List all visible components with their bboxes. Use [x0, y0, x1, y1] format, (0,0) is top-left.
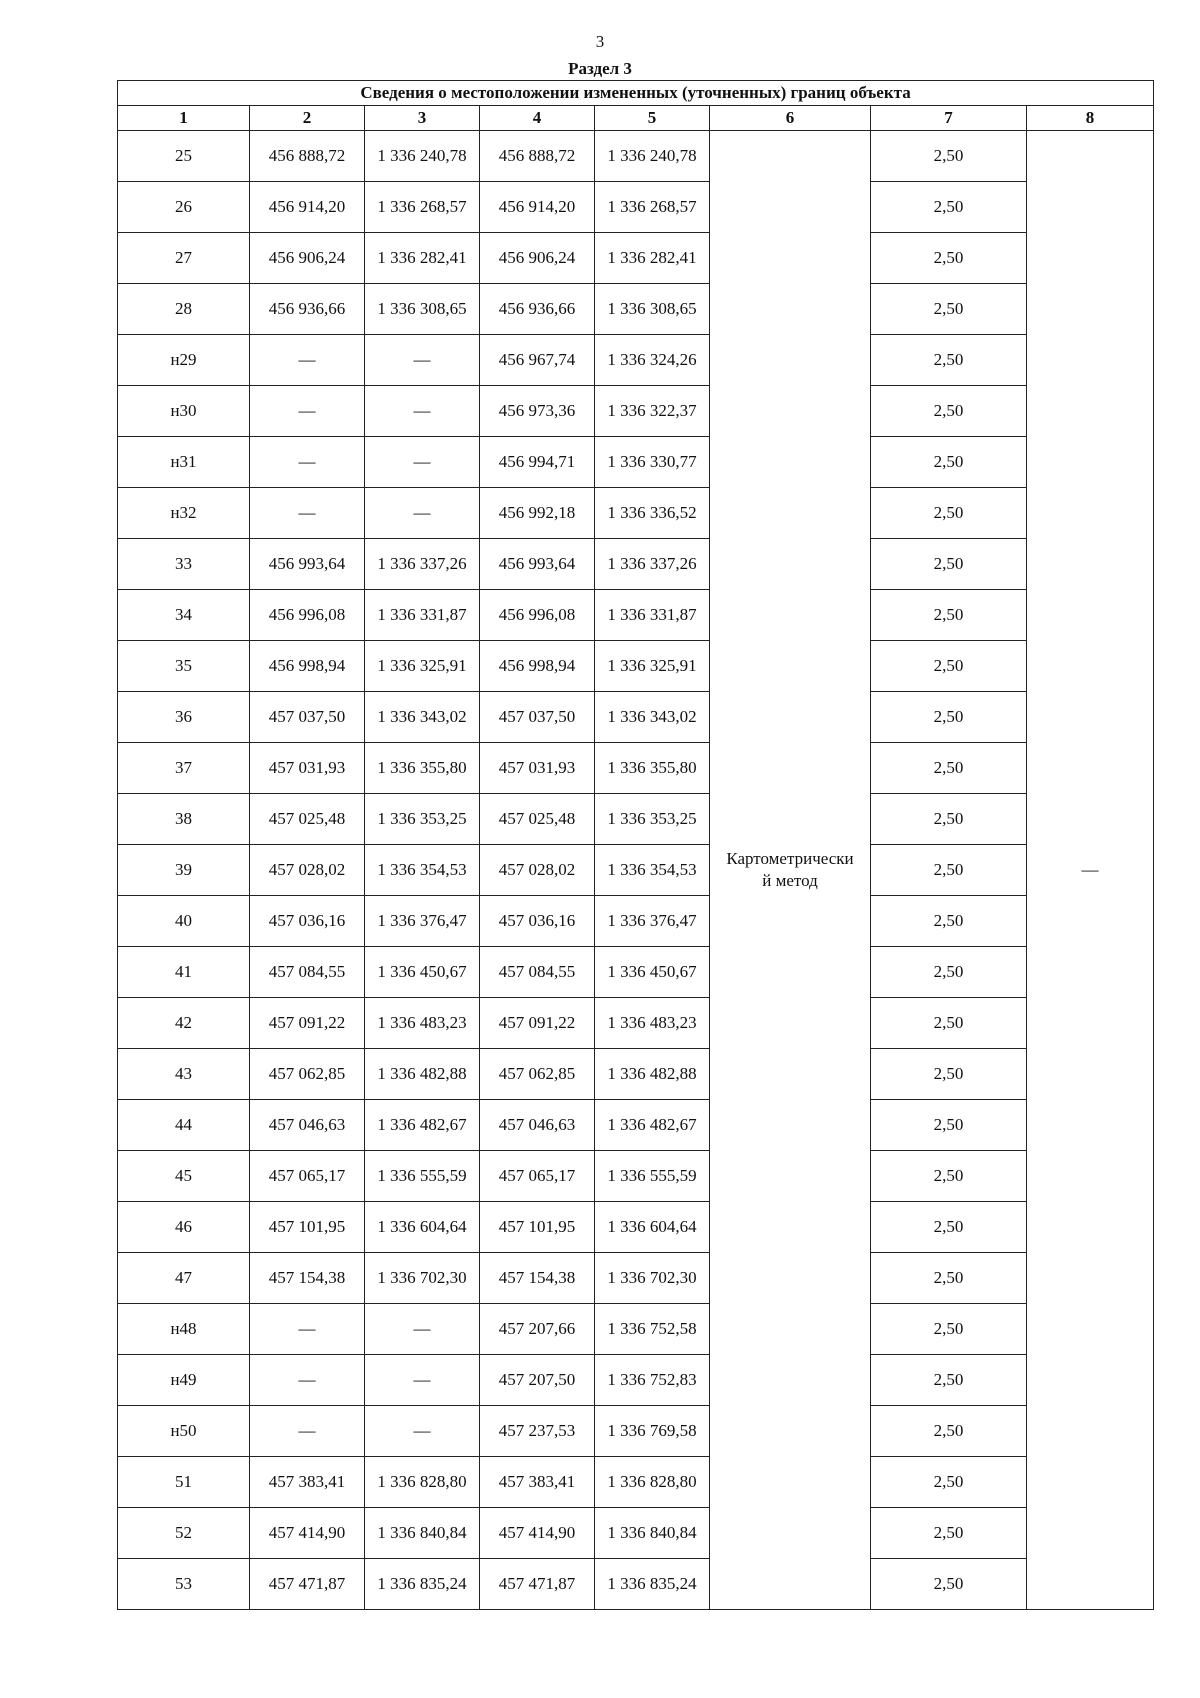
- old-y-cell: 1 336 555,59: [365, 1151, 480, 1202]
- column-header: 3: [365, 106, 480, 131]
- table-row: [118, 386, 1154, 437]
- accuracy-cell: 2,50: [871, 692, 1027, 743]
- old-y-cell: 1 336 343,02: [365, 692, 480, 743]
- old-y-cell: 1 336 450,67: [365, 947, 480, 998]
- column-header: 7: [871, 106, 1027, 131]
- accuracy-cell: 2,50: [871, 1508, 1027, 1559]
- old-y-cell: —: [365, 488, 480, 539]
- point-number-cell: 47: [118, 1253, 250, 1304]
- new-y-cell: 1 336 555,59: [595, 1151, 710, 1202]
- old-y-cell: —: [365, 1406, 480, 1457]
- table-row: [118, 1559, 1154, 1610]
- new-y-cell: 1 336 308,65: [595, 284, 710, 335]
- accuracy-cell: 2,50: [871, 1406, 1027, 1457]
- old-x-cell: 457 062,85: [250, 1049, 365, 1100]
- table-row: [118, 233, 1154, 284]
- point-number-cell: 39: [118, 845, 250, 896]
- table-row: [118, 284, 1154, 335]
- accuracy-cell: 2,50: [871, 131, 1027, 182]
- old-x-cell: —: [250, 1355, 365, 1406]
- old-y-cell: 1 336 702,30: [365, 1253, 480, 1304]
- accuracy-cell: 2,50: [871, 1049, 1027, 1100]
- old-y-cell: 1 336 482,67: [365, 1100, 480, 1151]
- old-x-cell: 457 025,48: [250, 794, 365, 845]
- table-row: [118, 182, 1154, 233]
- old-x-cell: —: [250, 335, 365, 386]
- new-y-cell: 1 336 483,23: [595, 998, 710, 1049]
- accuracy-cell: 2,50: [871, 182, 1027, 233]
- old-x-cell: 457 154,38: [250, 1253, 365, 1304]
- point-number-cell: 51: [118, 1457, 250, 1508]
- old-y-cell: 1 336 835,24: [365, 1559, 480, 1610]
- column-header: 1: [118, 106, 250, 131]
- new-y-cell: 1 336 240,78: [595, 131, 710, 182]
- new-x-cell: 457 101,95: [480, 1202, 595, 1253]
- old-x-cell: 457 046,63: [250, 1100, 365, 1151]
- new-x-cell: 457 091,22: [480, 998, 595, 1049]
- accuracy-cell: 2,50: [871, 1304, 1027, 1355]
- new-x-cell: 457 037,50: [480, 692, 595, 743]
- table-row: [118, 1202, 1154, 1253]
- new-x-cell: 457 025,48: [480, 794, 595, 845]
- old-y-cell: 1 336 240,78: [365, 131, 480, 182]
- old-y-cell: 1 336 355,80: [365, 743, 480, 794]
- column-header: 2: [250, 106, 365, 131]
- old-x-cell: 456 888,72: [250, 131, 365, 182]
- point-number-cell: 28: [118, 284, 250, 335]
- point-number-cell: 36: [118, 692, 250, 743]
- new-x-cell: 457 084,55: [480, 947, 595, 998]
- new-y-cell: 1 336 702,30: [595, 1253, 710, 1304]
- new-y-cell: 1 336 337,26: [595, 539, 710, 590]
- old-y-cell: 1 336 604,64: [365, 1202, 480, 1253]
- column8-cell: —: [1027, 131, 1154, 1610]
- new-y-cell: 1 336 835,24: [595, 1559, 710, 1610]
- accuracy-cell: 2,50: [871, 896, 1027, 947]
- old-y-cell: —: [365, 386, 480, 437]
- old-x-cell: 457 065,17: [250, 1151, 365, 1202]
- table-row: [118, 845, 1154, 896]
- accuracy-cell: 2,50: [871, 1202, 1027, 1253]
- old-y-cell: —: [365, 1355, 480, 1406]
- table-row: [118, 1151, 1154, 1202]
- new-y-cell: 1 336 331,87: [595, 590, 710, 641]
- page-number: 3: [595, 32, 605, 51]
- old-x-cell: 456 996,08: [250, 590, 365, 641]
- new-x-cell: 456 888,72: [480, 131, 595, 182]
- new-x-cell: 457 383,41: [480, 1457, 595, 1508]
- old-y-cell: 1 336 354,53: [365, 845, 480, 896]
- table-row: [118, 590, 1154, 641]
- table-row: [118, 692, 1154, 743]
- new-y-cell: 1 336 769,58: [595, 1406, 710, 1457]
- old-y-cell: 1 336 353,25: [365, 794, 480, 845]
- point-number-cell: 40: [118, 896, 250, 947]
- boundary-coordinates-table: [117, 80, 1154, 1610]
- old-x-cell: —: [250, 488, 365, 539]
- new-x-cell: 456 998,94: [480, 641, 595, 692]
- point-number-cell: н31: [118, 437, 250, 488]
- old-x-cell: —: [250, 437, 365, 488]
- point-number-cell: 35: [118, 641, 250, 692]
- point-number-cell: 41: [118, 947, 250, 998]
- point-number-cell: н29: [118, 335, 250, 386]
- old-x-cell: —: [250, 1304, 365, 1355]
- accuracy-cell: 2,50: [871, 1457, 1027, 1508]
- table-caption: Сведения о местоположении измененных (уточненных) границ объекта: [118, 81, 1154, 106]
- point-number-cell: 27: [118, 233, 250, 284]
- point-number-cell: 37: [118, 743, 250, 794]
- point-number-cell: 33: [118, 539, 250, 590]
- table-row: [118, 488, 1154, 539]
- table-row: [118, 743, 1154, 794]
- point-number-cell: 42: [118, 998, 250, 1049]
- point-number-cell: 34: [118, 590, 250, 641]
- new-y-cell: 1 336 353,25: [595, 794, 710, 845]
- new-y-cell: 1 336 604,64: [595, 1202, 710, 1253]
- old-x-cell: —: [250, 386, 365, 437]
- new-x-cell: 456 994,71: [480, 437, 595, 488]
- old-y-cell: 1 336 828,80: [365, 1457, 480, 1508]
- new-y-cell: 1 336 336,52: [595, 488, 710, 539]
- new-x-cell: 457 207,66: [480, 1304, 595, 1355]
- accuracy-cell: 2,50: [871, 641, 1027, 692]
- table-row: [118, 947, 1154, 998]
- new-y-cell: 1 336 322,37: [595, 386, 710, 437]
- point-number-cell: 53: [118, 1559, 250, 1610]
- point-number-cell: 43: [118, 1049, 250, 1100]
- new-x-cell: 457 062,85: [480, 1049, 595, 1100]
- accuracy-cell: 2,50: [871, 233, 1027, 284]
- old-y-cell: 1 336 325,91: [365, 641, 480, 692]
- new-x-cell: 456 992,18: [480, 488, 595, 539]
- new-x-cell: 457 237,53: [480, 1406, 595, 1457]
- point-number-cell: 26: [118, 182, 250, 233]
- new-x-cell: 456 996,08: [480, 590, 595, 641]
- point-number-cell: 46: [118, 1202, 250, 1253]
- new-y-cell: 1 336 840,84: [595, 1508, 710, 1559]
- old-y-cell: 1 336 282,41: [365, 233, 480, 284]
- old-y-cell: —: [365, 335, 480, 386]
- new-y-cell: 1 336 752,83: [595, 1355, 710, 1406]
- old-x-cell: 457 101,95: [250, 1202, 365, 1253]
- new-x-cell: 456 993,64: [480, 539, 595, 590]
- old-x-cell: 457 037,50: [250, 692, 365, 743]
- new-y-cell: 1 336 325,91: [595, 641, 710, 692]
- method-text-line1: Картометрически: [726, 849, 854, 868]
- new-x-cell: 456 936,66: [480, 284, 595, 335]
- old-y-cell: 1 336 483,23: [365, 998, 480, 1049]
- new-y-cell: 1 336 268,57: [595, 182, 710, 233]
- accuracy-cell: 2,50: [871, 1253, 1027, 1304]
- accuracy-cell: 2,50: [871, 1355, 1027, 1406]
- column-header: 6: [710, 106, 871, 131]
- old-x-cell: 457 471,87: [250, 1559, 365, 1610]
- accuracy-cell: 2,50: [871, 947, 1027, 998]
- table-row: [118, 1508, 1154, 1559]
- column-header: 4: [480, 106, 595, 131]
- method-text-line2: й метод: [762, 871, 818, 890]
- old-x-cell: 456 906,24: [250, 233, 365, 284]
- table-row: [118, 1304, 1154, 1355]
- new-y-cell: 1 336 482,88: [595, 1049, 710, 1100]
- old-y-cell: —: [365, 1304, 480, 1355]
- new-y-cell: 1 336 343,02: [595, 692, 710, 743]
- table-row: [118, 1457, 1154, 1508]
- table-body: [118, 131, 1154, 1610]
- old-x-cell: 457 028,02: [250, 845, 365, 896]
- table-row: [118, 1406, 1154, 1457]
- new-y-cell: 1 336 330,77: [595, 437, 710, 488]
- new-x-cell: 456 967,74: [480, 335, 595, 386]
- old-y-cell: —: [365, 437, 480, 488]
- point-number-cell: 52: [118, 1508, 250, 1559]
- accuracy-cell: 2,50: [871, 845, 1027, 896]
- section-title: Раздел 3: [568, 59, 632, 78]
- accuracy-cell: 2,50: [871, 1559, 1027, 1610]
- accuracy-cell: 2,50: [871, 386, 1027, 437]
- column-header: 8: [1027, 106, 1154, 131]
- old-y-cell: 1 336 331,87: [365, 590, 480, 641]
- accuracy-cell: 2,50: [871, 437, 1027, 488]
- table-row: [118, 641, 1154, 692]
- new-y-cell: 1 336 482,67: [595, 1100, 710, 1151]
- old-y-cell: 1 336 376,47: [365, 896, 480, 947]
- old-y-cell: 1 336 337,26: [365, 539, 480, 590]
- accuracy-cell: 2,50: [871, 539, 1027, 590]
- method-cell: [710, 131, 871, 1610]
- old-x-cell: 457 091,22: [250, 998, 365, 1049]
- table-row: [118, 539, 1154, 590]
- accuracy-cell: 2,50: [871, 284, 1027, 335]
- accuracy-cell: 2,50: [871, 743, 1027, 794]
- old-x-cell: 457 084,55: [250, 947, 365, 998]
- old-y-cell: 1 336 268,57: [365, 182, 480, 233]
- table-row: [118, 1253, 1154, 1304]
- new-x-cell: 457 414,90: [480, 1508, 595, 1559]
- new-x-cell: 457 028,02: [480, 845, 595, 896]
- accuracy-cell: 2,50: [871, 1100, 1027, 1151]
- accuracy-cell: 2,50: [871, 1151, 1027, 1202]
- new-x-cell: 456 914,20: [480, 182, 595, 233]
- table-row: [118, 794, 1154, 845]
- point-number-cell: н48: [118, 1304, 250, 1355]
- new-x-cell: 457 065,17: [480, 1151, 595, 1202]
- accuracy-cell: 2,50: [871, 794, 1027, 845]
- table-row: [118, 1049, 1154, 1100]
- table-row: [118, 335, 1154, 386]
- new-x-cell: 456 973,36: [480, 386, 595, 437]
- old-x-cell: 457 383,41: [250, 1457, 365, 1508]
- table-row: [118, 1100, 1154, 1151]
- old-y-cell: 1 336 482,88: [365, 1049, 480, 1100]
- point-number-cell: н32: [118, 488, 250, 539]
- old-x-cell: 456 936,66: [250, 284, 365, 335]
- new-y-cell: 1 336 354,53: [595, 845, 710, 896]
- point-number-cell: н30: [118, 386, 250, 437]
- point-number-cell: 45: [118, 1151, 250, 1202]
- column-header: 5: [595, 106, 710, 131]
- point-number-cell: 38: [118, 794, 250, 845]
- new-y-cell: 1 336 282,41: [595, 233, 710, 284]
- accuracy-cell: 2,50: [871, 998, 1027, 1049]
- old-x-cell: 457 036,16: [250, 896, 365, 947]
- new-x-cell: 457 031,93: [480, 743, 595, 794]
- table-row: [118, 998, 1154, 1049]
- point-number-cell: 44: [118, 1100, 250, 1151]
- new-y-cell: 1 336 355,80: [595, 743, 710, 794]
- old-x-cell: 456 993,64: [250, 539, 365, 590]
- new-x-cell: 457 046,63: [480, 1100, 595, 1151]
- new-y-cell: 1 336 324,26: [595, 335, 710, 386]
- new-y-cell: 1 336 828,80: [595, 1457, 710, 1508]
- old-x-cell: 457 031,93: [250, 743, 365, 794]
- point-number-cell: н50: [118, 1406, 250, 1457]
- table-row: [118, 131, 1154, 182]
- accuracy-cell: 2,50: [871, 590, 1027, 641]
- accuracy-cell: 2,50: [871, 335, 1027, 386]
- old-x-cell: 457 414,90: [250, 1508, 365, 1559]
- old-x-cell: 456 914,20: [250, 182, 365, 233]
- new-x-cell: 457 207,50: [480, 1355, 595, 1406]
- old-y-cell: 1 336 308,65: [365, 284, 480, 335]
- old-x-cell: —: [250, 1406, 365, 1457]
- point-number-cell: 25: [118, 131, 250, 182]
- new-x-cell: 456 906,24: [480, 233, 595, 284]
- new-y-cell: 1 336 376,47: [595, 896, 710, 947]
- point-number-cell: н49: [118, 1355, 250, 1406]
- table-row: [118, 896, 1154, 947]
- new-y-cell: 1 336 450,67: [595, 947, 710, 998]
- old-y-cell: 1 336 840,84: [365, 1508, 480, 1559]
- new-x-cell: 457 036,16: [480, 896, 595, 947]
- new-y-cell: 1 336 752,58: [595, 1304, 710, 1355]
- table-row: [118, 437, 1154, 488]
- accuracy-cell: 2,50: [871, 488, 1027, 539]
- new-x-cell: 457 154,38: [480, 1253, 595, 1304]
- column-header-row: [118, 106, 1154, 131]
- old-x-cell: 456 998,94: [250, 641, 365, 692]
- new-x-cell: 457 471,87: [480, 1559, 595, 1610]
- table-row: [118, 1355, 1154, 1406]
